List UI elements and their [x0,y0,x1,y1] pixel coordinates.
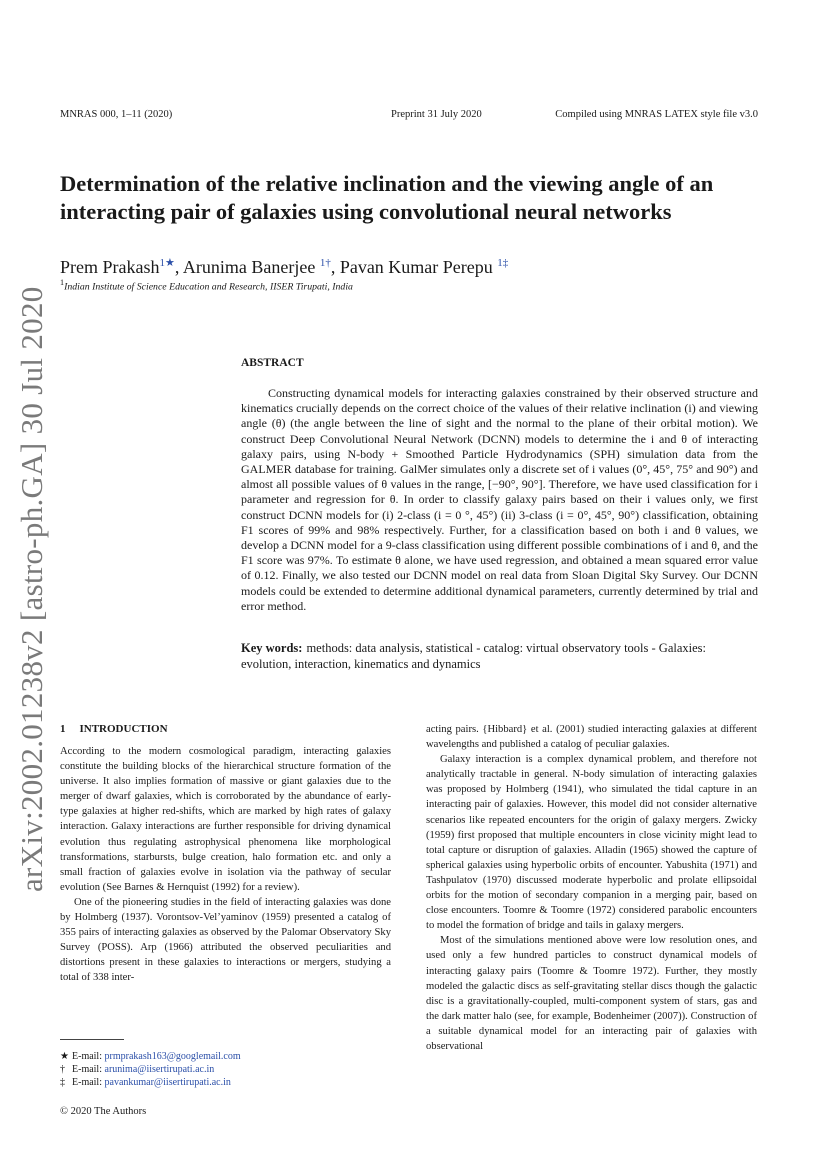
footnote-label: E-mail: [72,1064,105,1076]
footnote-mark: † [60,1064,65,1076]
email-link[interactable]: prmprakash163@googlemail.com [104,1051,241,1062]
footnote-rule [60,1039,124,1040]
author-mark[interactable]: 1★ [159,257,175,269]
section-number: 1 [60,723,66,735]
footnote-label: E-mail: [72,1077,105,1089]
right-column [426,722,757,1054]
section-heading [60,723,168,735]
email-link[interactable]: arunima@iisertirupati.ac.in [104,1064,215,1076]
author-mark[interactable]: 1‡ [497,257,509,269]
email-link[interactable]: pavankumar@iisertirupati.ac.in [104,1077,231,1089]
author-name: , Arunima Banerjee [174,257,320,277]
paragraph: Galaxy interaction is a complex dynamical problem, and therefore not analytically tractable in general. N-body simulation of interacting galaxies was proposed by Holmberg (1941), who simulated the tidal capture in an interacting pair of galaxies. However, this model did not consider alternative scenarios like repeated encounters for the origin of galaxy mergers. Zwicky (1959) first proposed that multiple encounters in close vicinity might lead to total capture or disruption of galaxies. Alladin (1965) showed the capture of spherical galaxies using hyperbolic orbits of encounter. Yabushita (1971) and Tashpulatov (1970) discussed moderate hyperbolic and prolate ellipsoidal orbits for the motion of secondary companion in a merging pair, based on close encounters. Toomre & Toomre (1972) considered parabolic encounters to model the formation of bridge and tails in galaxy mergers. [426,754,757,932]
running-header-compiled: Compiled using MNRAS LATEX style file v3.0 [555,109,758,120]
affiliation-text: Indian Institute of Science Education and Research, IISER Tirupati, India [64,281,353,293]
running-header-journal: MNRAS 000, 1–11 (2020) [60,109,173,120]
affiliation [60,278,353,292]
paragraph: Most of the simulations mentioned above were low resolution ones, and used only a few hundred particles to construct dynamical models of interacting galaxy pairs (Toomre & Toomre 1972). Further, they mostly modeled the galactic discs as self-gravitating stellar discs though the galactic disc is a gravitationally-coupled, multi-component system of stars, gas and the dark matter halo (see, for example, Bodenheimer (2007)). Construction of a suitable dynamical model for an interacting pair of galaxies with observational [426,935,757,1052]
footnotes [60,1050,241,1090]
author-list [60,256,508,278]
paragraph: acting pairs. {Hibbard} et al. (2001) studied interacting galaxies at different wavelengths and published a catalog of peculiar galaxies. [426,724,757,751]
author-name: , Pavan Kumar Perepu [330,257,498,277]
footnote [60,1050,241,1063]
footnote [60,1063,241,1076]
abstract-heading: ABSTRACT [241,357,304,369]
footnote-mark: ★ [60,1051,69,1062]
paragraph: According to the modern cosmological paradigm, interacting galaxies constitute the building blocks of the hierarchical structure formation of the universe. It also implies formation of massive or giant galaxies due to the merger of dwarf galaxies, which is corroborated by the abundance of early-type galaxies at higher red-shifts, which are marked by high rates of galaxy interaction. Galaxy interactions are further responsible for driving dynamical evolution thus regulating astrophysical phenomena like morphological transformations, starbursts, bulge creation, halo formation etc. and only a small fraction of galaxies evolve in isolation via the pathway of secular evolution (See Barnes & Hernquist (1992) for a review). [60,746,391,893]
footnote [60,1076,241,1089]
author-name: Prem Prakash [60,257,160,277]
affiliation-mark: 1 [60,278,65,287]
paper-title: Determination of the relative inclination and the viewing angle of an interacting pair of galaxies using convolutional neural networks [60,171,714,224]
copyright-notice: © 2020 The Authors [60,1106,147,1117]
running-header-preprint: Preprint 31 July 2020 [391,109,482,120]
arxiv-sidebar-id: arXiv:2002.01238v2 [astro-ph.GA] 30 Jul 2020 [14,286,49,892]
footnote-mark: ‡ [60,1077,65,1089]
abstract-text: Constructing dynamical models for interacting galaxies constrained by their observed structure and kinematics crucially depends on the correct choice of the values of their relative inclination (i) and viewing angle (θ) (the angle between the line of sight and the normal to the plane of their orbital motion). We construct Deep Convolutional Neural Network (DCNN) models to determine the i and θ of interacting galaxy pairs, using N-body + Smoothed Particle Hydrodynamics (SPH) simulation data from the GALMER database for training. GalMer simulates only a discrete set of i values (0°, 45°, 75° and 90°) and almost all possible values of θ values in the range, [−90°, 90°]. Therefore, we have used classification for i parameter and regression for θ. In order to classify galaxy pairs based on their i values only, we first construct DCNN models for (i) 2-class (i = 0 °, 45°) (ii) 3-class (i = 0°, 45°, 90°) classification, obtaining F1 scores of 99% and 98% respectively. Further, for a classification based on both i and θ values, we develop a DCNN model for a 9-class classification using different possible combinations of i and θ, and the F1 score was 97%. To estimate θ alone, we have used regression, and obtained a mean squared error value of 0.12. Finally, we also tested our DCNN model on real data from Sloan Digital Sky Survey. Our DCNN models could be extended to determine additional dynamical parameters, currently determined by trial and error method. [241,386,758,613]
section-title: INTRODUCTION [79,723,168,735]
footnote-label: E-mail: [72,1051,105,1062]
author-mark[interactable]: 1† [319,257,331,269]
left-column [60,744,391,986]
keywords [241,640,758,672]
paragraph: One of the pioneering studies in the field of interacting galaxies was done by Holmberg (1937). Vorontsov-Vel’yaminov (1959) presented a catalog of 355 pairs of interacting galaxies as observed by the Palomar Observatory Sky Survey (POSS). Arp (1966) attributed the observed peculiarities and distortions present in these galaxies to interactions or mergers, studying a total of 338 inter- [60,896,391,984]
keywords-text: methods: data analysis, statistical - catalog: virtual observatory tools - Galaxies: evolution, interaction, kinematics and dynamics [241,641,707,671]
keywords-label: Key words: [241,641,303,655]
